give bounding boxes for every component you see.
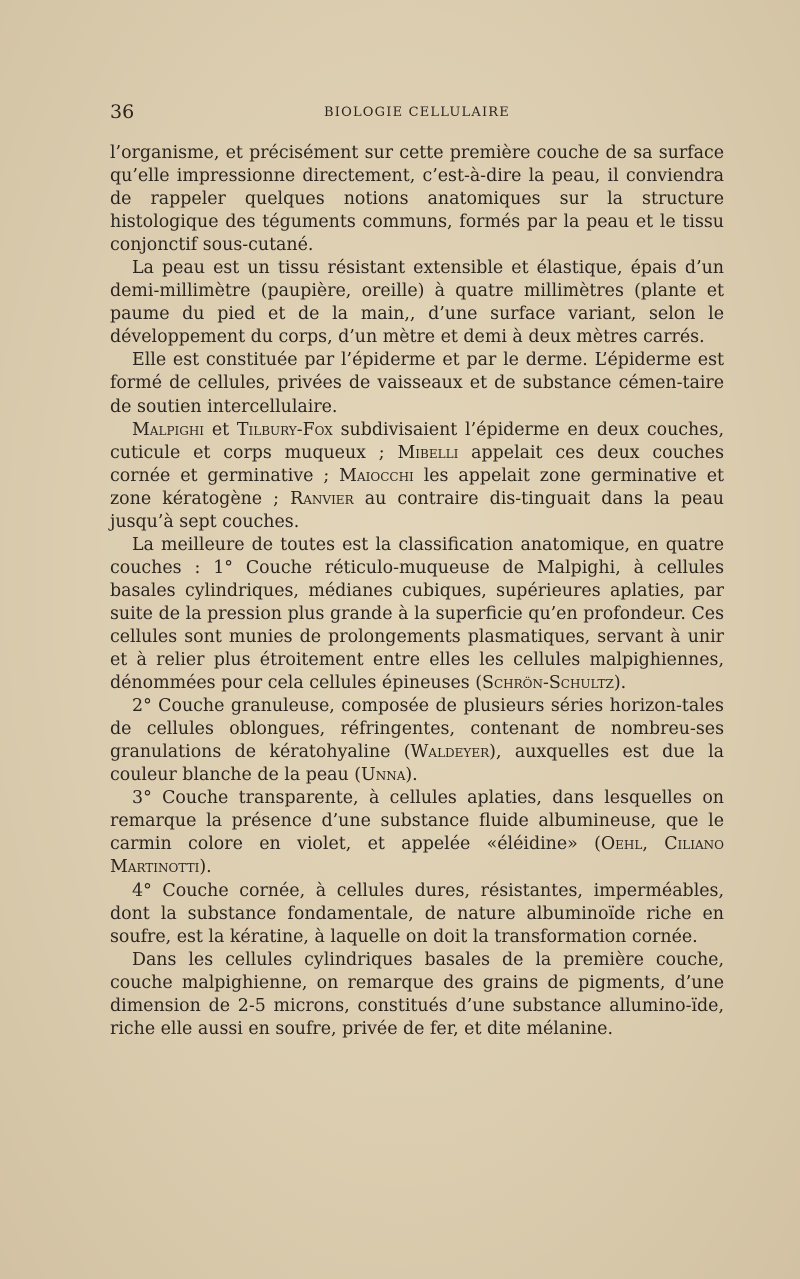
text-run: ). bbox=[199, 857, 212, 878]
text-run: appelait ces deux couches cornée et germinative ; bbox=[110, 442, 724, 486]
text-run: ). bbox=[405, 765, 418, 786]
author-name: Oehl bbox=[600, 834, 643, 855]
page-header bbox=[110, 100, 724, 124]
author-name: Ciliano Martinotti bbox=[110, 834, 724, 878]
body-text bbox=[110, 142, 724, 1041]
paragraph bbox=[110, 787, 724, 879]
text-run: et bbox=[204, 419, 237, 440]
text-run: La meilleure de toutes est la classification anatomique, en quatre couches : 1° Couche réticulo-muqueuse de Malpighi, à cellules basales cylindriques, médianes cubiques, supérieures aplaties, par suite de la pression plus grande à la superficie qu’en profondeur. Ces cellules sont munies de prolongements plasmatiques, servant à unir et à relier plus étroitement entre elles les cellules malpighiennes, dénommées pour cela cellules épineuses ( bbox=[110, 534, 724, 694]
author-name: Schrön-Schultz bbox=[482, 673, 614, 694]
paragraph: 4° Couche cornée, à cellules dures, résistantes, imperméables, dont la substance fondamentale, de nature albuminoïde riche en soufre, est la kératine, à laquelle on doit la transformation cornée. bbox=[110, 880, 724, 947]
paragraph: Dans les cellules cylindriques basales de la première couche, couche malpighienne, on remarque des grains de pigments, d’une dimension de 2-5 microns, constitués d’une substance allumino-ïde, riche elle aussi en soufre, privée de fer, et dite mélanine. bbox=[110, 949, 724, 1039]
author-name: Mibelli bbox=[397, 442, 459, 463]
paragraph bbox=[110, 419, 724, 534]
author-name: Waldeyer bbox=[410, 742, 490, 763]
paragraph bbox=[110, 695, 724, 787]
author-name: Malpighi bbox=[132, 419, 205, 440]
author-name: Tilbury-Fox bbox=[236, 419, 333, 440]
text-run: les appelait zone germinative et zone kératogène ; bbox=[110, 465, 724, 509]
text-run: au contraire dis-tinguait dans la peau jusqu’à sept couches. bbox=[110, 488, 724, 532]
author-name: Unna bbox=[361, 765, 406, 786]
text-run: ). bbox=[613, 673, 627, 694]
paragraph: La peau est un tissu résistant extensible et élastique, épais d’un demi-millimètre (paupière, oreille) à quatre millimètres (plante et paume du pied et de la main,, d’une surface variant, selon le développement du corps, d’un mètre et demi à deux mètres carrés. bbox=[110, 258, 724, 348]
paragraph: l’organisme, et précisément sur cette première couche de sa surface qu’elle impressionne directement, c’est-à-dire la peau, il conviendra de rappeler quelques notions anatomiques sur la structure histologique des téguments communs, formés par la peau et le tissu conjonctif sous-cutané. bbox=[110, 143, 724, 256]
text-run: 2° Couche granuleuse, composée de plusieurs séries horizon-tales de cellules oblongues, réfringentes, contenant de nombreu-ses granulations de kératohyaline ( bbox=[110, 696, 724, 763]
text-run: , bbox=[642, 834, 665, 855]
paragraph: Elle est constituée par l’épiderme et par le derme. L’épiderme est formé de cellules, privées de vaisseaux et de substance cémen-taire de soutien intercellulaire. bbox=[110, 350, 724, 417]
author-name: Ranvier bbox=[290, 488, 354, 509]
author-name: Maiocchi bbox=[339, 465, 414, 486]
text-run: ), auxquelles est due la couleur blanche de la peau ( bbox=[110, 742, 724, 786]
text-run: subdivisaient l’épiderme en deux couches, cuticule et corps muqueux ; bbox=[110, 419, 724, 463]
running-title: BIOLOGIE CELLULAIRE bbox=[324, 105, 510, 120]
page-number: 36 bbox=[110, 101, 135, 123]
text-run: 3° Couche transparente, à cellules aplaties, dans lesquelles on remarque la présence d’une substance fluide albumineuse, que le carmin colore en violet, et appelée «éléidine» ( bbox=[110, 788, 724, 855]
paragraph bbox=[110, 534, 724, 695]
